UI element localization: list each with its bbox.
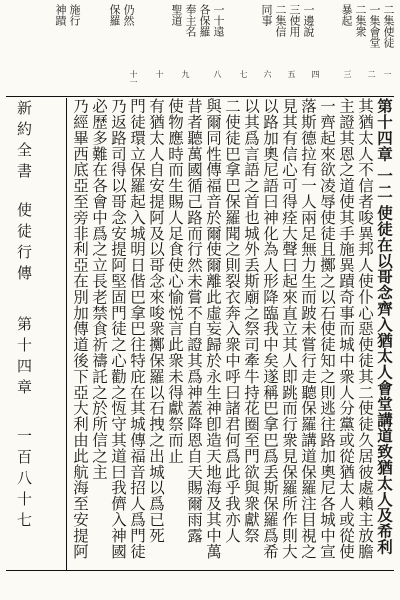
text-column: 以路加奧尼語曰神化為人形降臨我中矣遂稱巴拿巴爲丢斯保羅爲希	[261, 98, 279, 560]
main-text	[71, 98, 394, 568]
annotation: 二集信	[274, 4, 287, 37]
annotation: 一十遠	[212, 4, 225, 37]
text-column: 主證其恩之道使其手施異蹟奇事而城中衆人分黨或從猶太人或從使	[337, 98, 355, 560]
verse-number: 五	[287, 70, 296, 78]
text-column: 有猶太人自安提阿及以哥念來唆衆擲保羅以石拽之出城以爲已死	[147, 98, 165, 544]
text-column: 乃返路司得以哥念安提阿堅固門徒之心勸之恆守其道曰我儕入神國	[109, 98, 127, 560]
chapter-label: 第十四章	[15, 316, 33, 400]
annotation: 各保羅	[198, 4, 211, 37]
verse-number: 十	[155, 70, 164, 78]
annotation: 暴起	[340, 4, 353, 26]
verse-number: 十一	[129, 70, 138, 86]
verse-number: 七	[239, 70, 248, 78]
text-column: 門徒環立保羅起入城明日偕巴拿巴往特庇在其城傳福音招人爲門徒	[128, 98, 146, 560]
annotation: 二集衆	[354, 4, 367, 37]
verse-number: 六	[263, 70, 272, 78]
text-column: 落斯德拉有一人兩足無力生而跛未嘗行走聽保羅講道保羅注目視之	[299, 98, 317, 560]
annotation: 保羅	[108, 4, 121, 26]
annotation: 聖道	[170, 4, 183, 26]
page-number: 一百八十七	[15, 428, 33, 533]
annotation: 奉主名	[184, 4, 197, 37]
text-column: 昔者聽萬國循己路而行然未嘗不自證其爲神蓋降恩自天賜爾雨露	[185, 98, 203, 544]
text-column: 必歷多難在各會中爲之立長老禁食祈禱託之於所信之主	[90, 98, 108, 480]
book-title: 新約全書	[15, 100, 33, 184]
top-rule	[6, 96, 394, 97]
text-column: 二使徒巴拿巴保羅聞之則裂衣奔入衆中呼曰諸君何爲此乎我亦人	[223, 98, 241, 544]
annotation: 二集使徒	[382, 4, 395, 48]
verse-number: 九	[181, 70, 190, 78]
annotation: 施行	[68, 4, 81, 26]
text-column: 見其有信心可得痊大聲曰起來直立其人即跳而行衆見保羅所作則大	[280, 98, 298, 560]
verse-number: 一	[383, 70, 392, 78]
text-column: 第十四章 一二 使徒在以哥念齊入猶太人會堂講道致猶太人及希利	[375, 98, 394, 555]
running-head	[14, 98, 68, 568]
text-column: 一齊起來欲凌辱使徒且擲之以石使徒知之則逃往路加奧尼各城中宣	[318, 98, 336, 560]
verse-number: 三	[343, 70, 352, 78]
annotation: 神蹟	[54, 4, 67, 26]
verse-number: 二	[367, 70, 376, 78]
annotation: 同事	[260, 4, 273, 26]
verse-number-row	[6, 70, 394, 92]
text-column: 其猶太人不信者唆異邦人使仆心惡使徒其二使徒久居彼處賴主放膽	[356, 98, 374, 560]
text-column: 乃經畢西底亞至旁非利亞在別加傳道後下亞大利由此航海至安提阿	[71, 98, 89, 560]
page-frame	[6, 4, 394, 596]
text-column: 與爾同性傳福音於爾使爾離此虛妄歸於永生神卽造天地海及其中萬	[204, 98, 222, 560]
chapter-book-title: 使徒行傳	[15, 202, 33, 286]
verse-number: 八	[213, 70, 222, 78]
annotation: 三使用	[288, 4, 301, 37]
text-column: 以其爲言語之首也城外丢斯廟之祭司牽牛持花圈至門欲與衆獻祭	[242, 98, 260, 544]
bottom-rule	[6, 570, 394, 571]
verse-number: 四	[311, 70, 320, 78]
annotation: 仍然	[122, 4, 135, 26]
text-column: 使物應時而生賜人足食使心愉悦言此衆未得獻祭而止	[166, 98, 184, 464]
annotation: 一邊說	[302, 4, 315, 37]
annotation: 一集會堂	[368, 4, 381, 48]
